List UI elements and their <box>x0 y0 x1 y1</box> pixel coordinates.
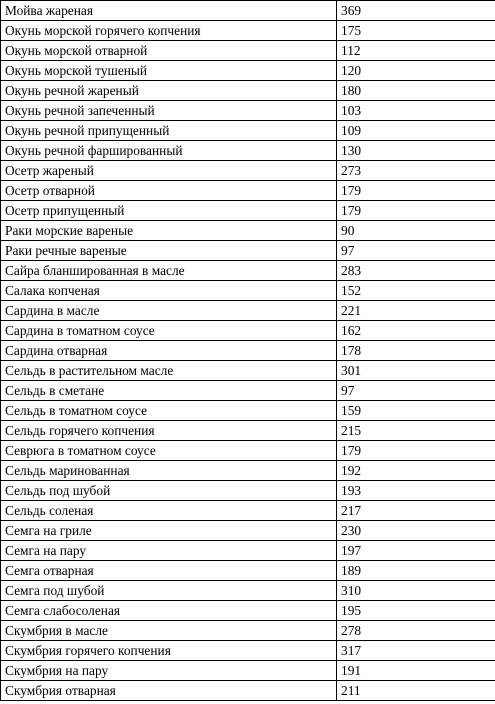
calorie-value-cell: 197 <box>337 541 495 561</box>
calorie-value-cell: 152 <box>337 281 495 301</box>
table-row <box>1 641 495 661</box>
table-row <box>1 381 495 401</box>
dish-name-cell: Окунь морской горячего копчения <box>1 21 337 41</box>
calorie-value-cell: 191 <box>337 661 495 681</box>
dish-name-cell: Осетр отварной <box>1 181 337 201</box>
table-row <box>1 221 495 241</box>
dish-name-cell: Семга слабосоленая <box>1 601 337 621</box>
table-row <box>1 661 495 681</box>
calorie-value-cell: 179 <box>337 181 495 201</box>
dish-name-cell: Сельдь в сметане <box>1 381 337 401</box>
calorie-value-cell: 310 <box>337 581 495 601</box>
calorie-value-cell: 189 <box>337 561 495 581</box>
table-row <box>1 421 495 441</box>
dish-name-cell: Сельдь под шубой <box>1 481 337 501</box>
table-row <box>1 121 495 141</box>
calorie-value-cell: 278 <box>337 621 495 641</box>
calorie-value-cell: 180 <box>337 81 495 101</box>
dish-name-cell: Сардина в масле <box>1 301 337 321</box>
dish-name-cell: Семга на гриле <box>1 521 337 541</box>
dish-name-cell: Окунь морской отварной <box>1 41 337 61</box>
calorie-value-cell: 283 <box>337 261 495 281</box>
dish-name-cell: Скумбрия в масле <box>1 621 337 641</box>
calorie-value-cell: 179 <box>337 201 495 221</box>
dish-name-cell: Семга под шубой <box>1 581 337 601</box>
table-row <box>1 141 495 161</box>
table-row <box>1 561 495 581</box>
table-row <box>1 481 495 501</box>
calorie-value-cell: 97 <box>337 241 495 261</box>
table-row <box>1 261 495 281</box>
calorie-value-cell: 97 <box>337 381 495 401</box>
calorie-value-cell: 120 <box>337 61 495 81</box>
calorie-value-cell: 195 <box>337 601 495 621</box>
calorie-value-cell: 103 <box>337 101 495 121</box>
table-row <box>1 341 495 361</box>
dish-name-cell: Осетр жареный <box>1 161 337 181</box>
dish-name-cell: Сельдь в растительном масле <box>1 361 337 381</box>
calorie-value-cell: 211 <box>337 681 495 701</box>
dish-name-cell: Раки речные вареные <box>1 241 337 261</box>
table-row <box>1 101 495 121</box>
table-row <box>1 541 495 561</box>
calorie-value-cell: 273 <box>337 161 495 181</box>
table-row <box>1 601 495 621</box>
dish-name-cell: Скумбрия горячего копчения <box>1 641 337 661</box>
calorie-value-cell: 162 <box>337 321 495 341</box>
table-row <box>1 301 495 321</box>
calorie-value-cell: 221 <box>337 301 495 321</box>
dish-name-cell: Окунь речной припущенный <box>1 121 337 141</box>
table-row <box>1 581 495 601</box>
dish-name-cell: Окунь речной жареный <box>1 81 337 101</box>
calorie-value-cell: 130 <box>337 141 495 161</box>
table-row <box>1 621 495 641</box>
dish-name-cell: Окунь речной запеченный <box>1 101 337 121</box>
table-row <box>1 241 495 261</box>
table-row <box>1 161 495 181</box>
table-body <box>1 1 495 701</box>
calorie-value-cell: 317 <box>337 641 495 661</box>
dish-name-cell: Раки морские вареные <box>1 221 337 241</box>
table-row <box>1 441 495 461</box>
table-row <box>1 401 495 421</box>
table-row <box>1 321 495 341</box>
calorie-value-cell: 175 <box>337 21 495 41</box>
dish-name-cell: Скумбрия отварная <box>1 681 337 701</box>
calorie-value-cell: 369 <box>337 1 495 21</box>
table-row <box>1 181 495 201</box>
calorie-value-cell: 112 <box>337 41 495 61</box>
calorie-value-cell: 159 <box>337 401 495 421</box>
dish-name-cell: Семга на пару <box>1 541 337 561</box>
dish-name-cell: Салака копченая <box>1 281 337 301</box>
table-row <box>1 461 495 481</box>
dish-name-cell: Окунь морской тушеный <box>1 61 337 81</box>
calorie-value-cell: 109 <box>337 121 495 141</box>
table-row <box>1 201 495 221</box>
table-row <box>1 501 495 521</box>
table-row <box>1 81 495 101</box>
dish-name-cell: Окунь речной фаршированный <box>1 141 337 161</box>
table-row <box>1 1 495 21</box>
table-row <box>1 361 495 381</box>
calorie-value-cell: 192 <box>337 461 495 481</box>
dish-name-cell: Сардина отварная <box>1 341 337 361</box>
calorie-value-cell: 230 <box>337 521 495 541</box>
dish-name-cell: Осетр припущенный <box>1 201 337 221</box>
table-row <box>1 21 495 41</box>
table-row <box>1 41 495 61</box>
dish-name-cell: Сельдь горячего копчения <box>1 421 337 441</box>
table-row <box>1 281 495 301</box>
calorie-value-cell: 215 <box>337 421 495 441</box>
calorie-value-cell: 301 <box>337 361 495 381</box>
table-row <box>1 681 495 701</box>
calorie-value-cell: 90 <box>337 221 495 241</box>
dish-name-cell: Семга отварная <box>1 561 337 581</box>
table-row <box>1 521 495 541</box>
table-row <box>1 61 495 81</box>
calorie-value-cell: 217 <box>337 501 495 521</box>
dish-name-cell: Сельдь соленая <box>1 501 337 521</box>
dish-name-cell: Сайра бланшированная в масле <box>1 261 337 281</box>
calorie-value-cell: 179 <box>337 441 495 461</box>
dish-name-cell: Мойва жареная <box>1 1 337 21</box>
dish-name-cell: Сельдь в томатном соусе <box>1 401 337 421</box>
calorie-value-cell: 178 <box>337 341 495 361</box>
dish-name-cell: Скумбрия на пару <box>1 661 337 681</box>
calorie-value-cell: 193 <box>337 481 495 501</box>
dish-name-cell: Севрюга в томатном соусе <box>1 441 337 461</box>
dish-name-cell: Сардина в томатном соусе <box>1 321 337 341</box>
dish-name-cell: Сельдь маринованная <box>1 461 337 481</box>
